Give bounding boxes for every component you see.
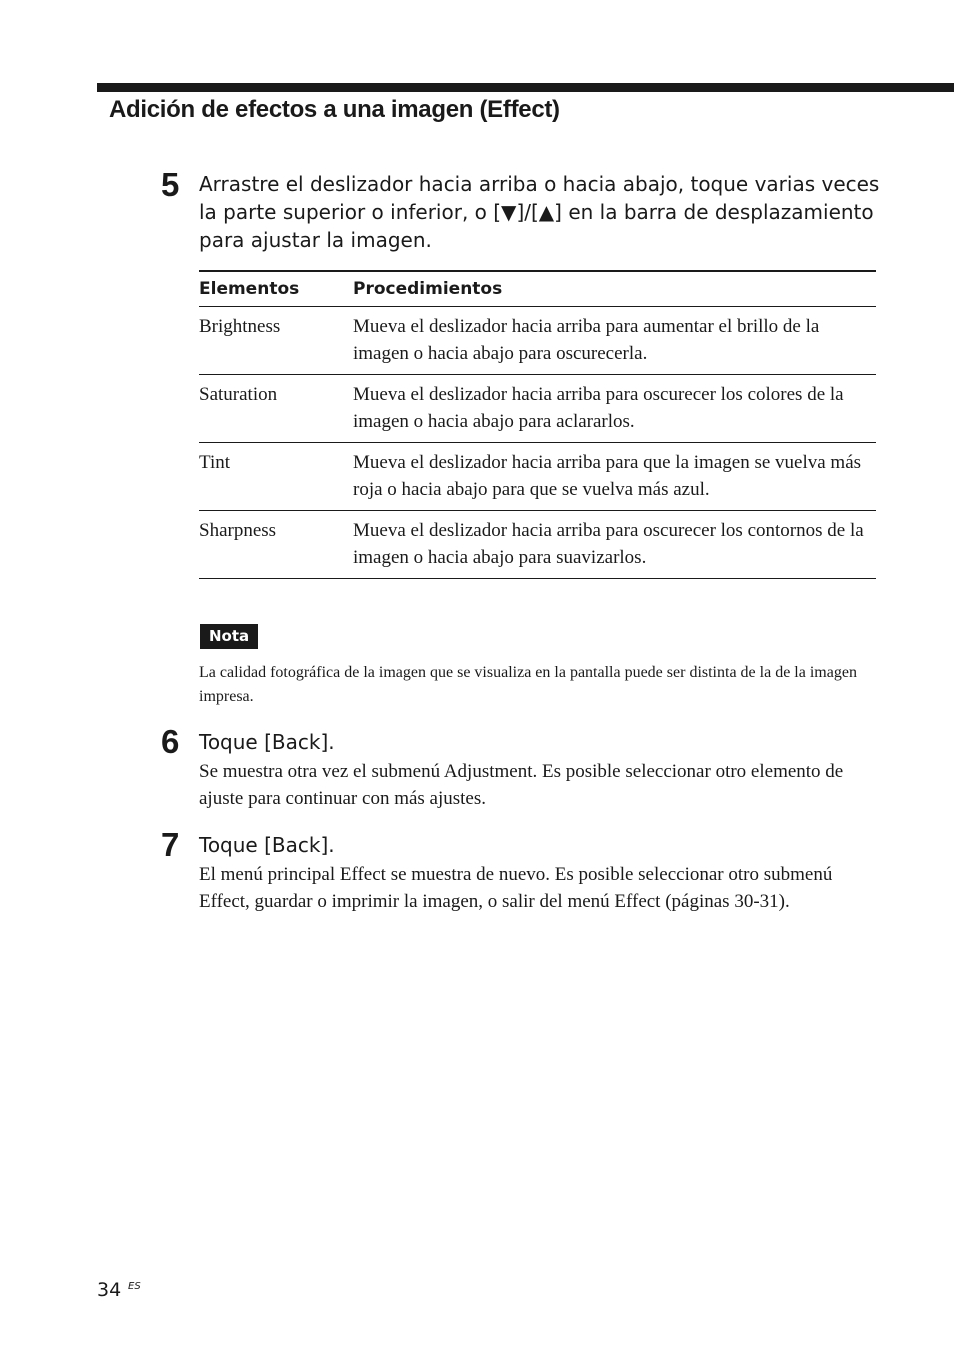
table-row xyxy=(199,375,876,443)
table-row xyxy=(199,511,876,579)
step-number-6: 6 xyxy=(161,723,180,760)
row-item-tint: Tint xyxy=(199,443,353,511)
row-procedure-saturation: Mueva el deslizador hacia arriba para oscurecer los colores de la imagen o hacia abajo para aclararlos. xyxy=(353,375,876,443)
step-5-text: Arrastre el deslizador hacia arriba o hacia abajo, toque varias veces la parte superior o inferior, o [▼]/[▲] en la barra de desplazamiento para ajustar la imagen. xyxy=(199,172,880,252)
column-header-elementos: Elementos xyxy=(199,271,353,307)
page-title: Adición de efectos a una imagen (Effect) xyxy=(109,96,560,123)
note-label: Nota xyxy=(200,624,258,649)
header-rule xyxy=(97,83,954,92)
page-language-code: ES xyxy=(128,1281,141,1292)
row-procedure-brightness: Mueva el deslizador hacia arriba para aumentar el brillo de la imagen o hacia abajo para oscurecerla. xyxy=(353,307,876,375)
table-row xyxy=(199,307,876,375)
table-header-row xyxy=(199,271,876,307)
step-6-text: Toque [Back]. xyxy=(199,730,335,754)
row-item-saturation: Saturation xyxy=(199,375,353,443)
step-7-text: Toque [Back]. xyxy=(199,833,335,857)
row-item-brightness: Brightness xyxy=(199,307,353,375)
row-procedure-sharpness: Mueva el deslizador hacia arriba para oscurecer los contornos de la imagen o hacia abajo para suavizarlos. xyxy=(353,511,876,579)
note-text: La calidad fotográfica de la imagen que se visualiza en la pantalla puede ser distinta de la de la imagen impresa. xyxy=(199,664,857,705)
row-item-sharpness: Sharpness xyxy=(199,511,353,579)
step-6-detail: Se muestra otra vez el submenú Adjustment. Es posible seleccionar otro elemento de ajuste para continuar con más ajustes. xyxy=(199,761,844,809)
effects-table xyxy=(199,270,876,579)
step-number-7: 7 xyxy=(161,826,180,863)
page-number: 34 xyxy=(97,1279,122,1301)
step-number-5: 5 xyxy=(161,166,180,203)
table-row xyxy=(199,443,876,511)
column-header-procedimientos: Procedimientos xyxy=(353,271,876,307)
row-procedure-tint: Mueva el deslizador hacia arriba para que la imagen se vuelva más roja o hacia abajo para que se vuelva más azul. xyxy=(353,443,876,511)
step-7-detail: El menú principal Effect se muestra de nuevo. Es posible seleccionar otro submenú Effect, guardar o imprimir la imagen, o salir del menú Effect (páginas 30-31). xyxy=(199,864,833,912)
